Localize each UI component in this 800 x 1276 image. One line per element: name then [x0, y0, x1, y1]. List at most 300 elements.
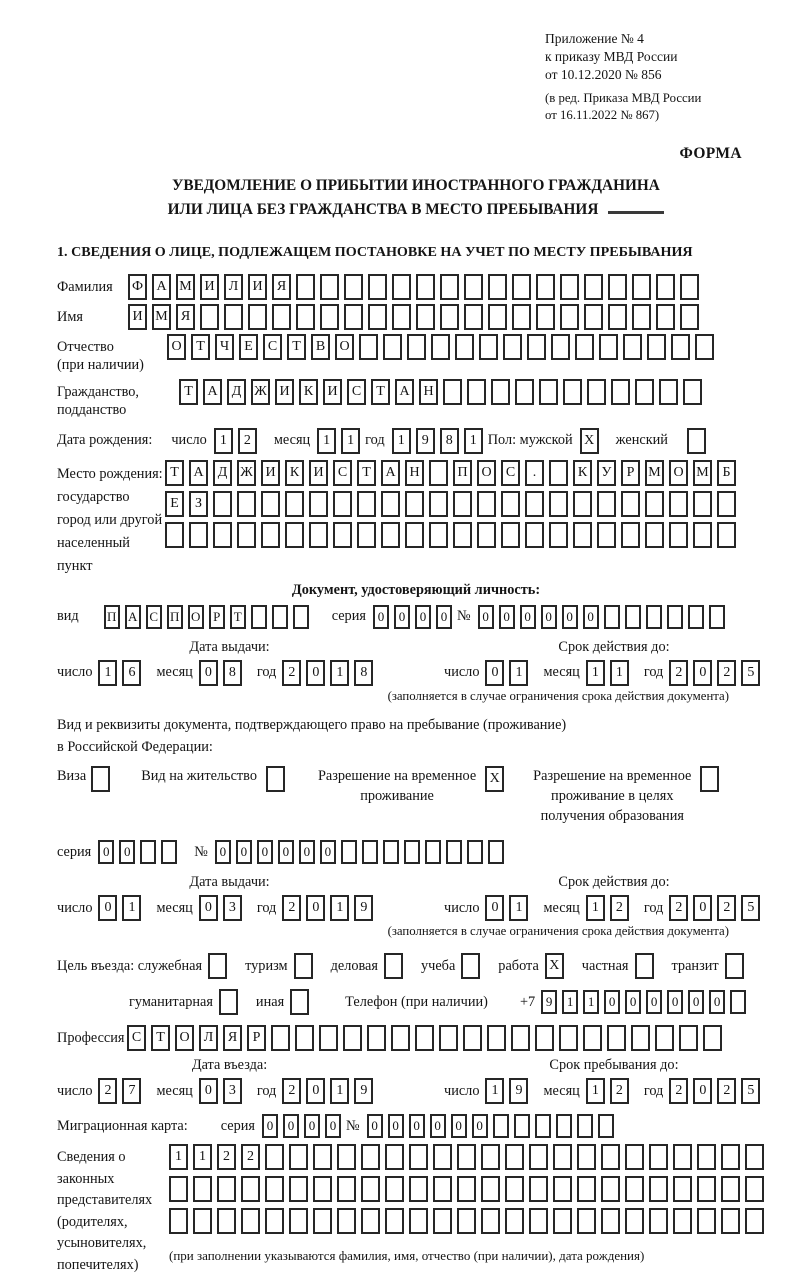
char-cell[interactable] [91, 766, 110, 792]
char-cell[interactable] [296, 274, 315, 300]
char-cell[interactable] [404, 840, 420, 864]
char-cell[interactable]: 0 [98, 840, 114, 864]
char-cell[interactable] [556, 1114, 572, 1138]
char-cell[interactable] [193, 1208, 212, 1234]
char-cell[interactable] [319, 1025, 338, 1051]
char-cell[interactable] [491, 379, 510, 405]
char-cell[interactable]: Д [213, 460, 232, 486]
char-cell[interactable] [368, 274, 387, 300]
char-cell[interactable]: 2 [717, 895, 736, 921]
char-cell[interactable] [697, 1176, 716, 1202]
char-cell[interactable] [357, 491, 376, 517]
char-cell[interactable] [309, 522, 328, 548]
char-cell[interactable]: 0 [306, 660, 325, 686]
char-cell[interactable] [625, 1208, 644, 1234]
char-cell[interactable] [529, 1144, 548, 1170]
char-cell[interactable] [409, 1144, 428, 1170]
char-cell[interactable] [193, 1176, 212, 1202]
char-cell[interactable]: Р [209, 605, 225, 629]
char-cell[interactable]: Е [239, 334, 258, 360]
char-cell[interactable] [337, 1208, 356, 1234]
char-cell[interactable] [745, 1144, 764, 1170]
char-cell[interactable]: 0 [409, 1114, 425, 1138]
char-cell[interactable] [219, 989, 238, 1015]
char-cell[interactable]: Т [179, 379, 198, 405]
char-cell[interactable] [429, 491, 448, 517]
char-cell[interactable]: Н [419, 379, 438, 405]
char-cell[interactable]: 5 [741, 660, 760, 686]
char-cell[interactable]: 0 [485, 895, 504, 921]
char-cell[interactable] [604, 605, 620, 629]
char-cell[interactable]: С [127, 1025, 146, 1051]
char-cell[interactable]: 9 [354, 895, 373, 921]
char-cell[interactable]: 0 [451, 1114, 467, 1138]
char-cell[interactable] [560, 274, 579, 300]
char-cell[interactable]: О [477, 460, 496, 486]
char-cell[interactable]: С [333, 460, 352, 486]
char-cell[interactable] [477, 522, 496, 548]
char-cell[interactable]: 0 [299, 840, 315, 864]
char-cell[interactable]: 2 [241, 1144, 260, 1170]
char-cell[interactable] [527, 334, 546, 360]
char-cell[interactable]: С [263, 334, 282, 360]
char-cell[interactable] [237, 491, 256, 517]
char-cell[interactable] [455, 334, 474, 360]
char-cell[interactable] [667, 605, 683, 629]
char-cell[interactable]: 0 [388, 1114, 404, 1138]
char-cell[interactable]: У [597, 460, 616, 486]
char-cell[interactable] [457, 1176, 476, 1202]
char-cell[interactable] [362, 840, 378, 864]
char-cell[interactable] [721, 1208, 740, 1234]
char-cell[interactable] [266, 766, 285, 792]
char-cell[interactable]: 2 [717, 1078, 736, 1104]
char-cell[interactable] [697, 1144, 716, 1170]
char-cell[interactable]: 0 [199, 1078, 218, 1104]
char-cell[interactable]: X [545, 953, 564, 979]
char-cell[interactable] [560, 304, 579, 330]
char-cell[interactable] [217, 1208, 236, 1234]
char-cell[interactable]: X [580, 428, 599, 454]
char-cell[interactable]: Б [717, 460, 736, 486]
char-cell[interactable] [635, 953, 654, 979]
char-cell[interactable]: 3 [223, 1078, 242, 1104]
char-cell[interactable] [481, 1208, 500, 1234]
char-cell[interactable]: 0 [667, 990, 683, 1014]
char-cell[interactable] [625, 1176, 644, 1202]
char-cell[interactable] [529, 1176, 548, 1202]
char-cell[interactable] [429, 522, 448, 548]
char-cell[interactable]: 1 [341, 428, 360, 454]
char-cell[interactable] [601, 1176, 620, 1202]
char-cell[interactable] [361, 1208, 380, 1234]
char-cell[interactable] [248, 304, 267, 330]
char-cell[interactable] [725, 953, 744, 979]
char-cell[interactable] [598, 1114, 614, 1138]
char-cell[interactable]: 1 [509, 895, 528, 921]
char-cell[interactable]: М [693, 460, 712, 486]
char-cell[interactable] [443, 379, 462, 405]
char-cell[interactable] [488, 840, 504, 864]
char-cell[interactable] [392, 274, 411, 300]
char-cell[interactable] [385, 1176, 404, 1202]
char-cell[interactable]: 2 [717, 660, 736, 686]
char-cell[interactable] [320, 274, 339, 300]
char-cell[interactable]: Т [371, 379, 390, 405]
char-cell[interactable]: 0 [485, 660, 504, 686]
char-cell[interactable] [573, 522, 592, 548]
char-cell[interactable] [383, 334, 402, 360]
char-cell[interactable]: А [203, 379, 222, 405]
char-cell[interactable] [647, 334, 666, 360]
char-cell[interactable] [368, 304, 387, 330]
char-cell[interactable] [407, 334, 426, 360]
char-cell[interactable]: Р [247, 1025, 266, 1051]
char-cell[interactable] [416, 304, 435, 330]
char-cell[interactable]: Ч [215, 334, 234, 360]
char-cell[interactable] [559, 1025, 578, 1051]
char-cell[interactable] [683, 379, 702, 405]
char-cell[interactable] [597, 491, 616, 517]
char-cell[interactable]: 1 [330, 895, 349, 921]
char-cell[interactable]: 1 [586, 1078, 605, 1104]
char-cell[interactable] [695, 334, 714, 360]
char-cell[interactable] [333, 522, 352, 548]
char-cell[interactable]: С [501, 460, 520, 486]
char-cell[interactable] [415, 1025, 434, 1051]
char-cell[interactable] [457, 1208, 476, 1234]
char-cell[interactable] [357, 522, 376, 548]
char-cell[interactable] [313, 1208, 332, 1234]
char-cell[interactable] [515, 379, 534, 405]
char-cell[interactable]: А [381, 460, 400, 486]
char-cell[interactable] [529, 1208, 548, 1234]
char-cell[interactable]: 1 [193, 1144, 212, 1170]
char-cell[interactable]: X [485, 766, 504, 792]
char-cell[interactable] [625, 1144, 644, 1170]
char-cell[interactable] [296, 304, 315, 330]
char-cell[interactable]: 0 [541, 605, 557, 629]
char-cell[interactable]: Ж [251, 379, 270, 405]
char-cell[interactable] [671, 334, 690, 360]
char-cell[interactable] [525, 522, 544, 548]
char-cell[interactable]: 0 [283, 1114, 299, 1138]
char-cell[interactable]: 1 [509, 660, 528, 686]
char-cell[interactable]: И [248, 274, 267, 300]
char-cell[interactable] [611, 379, 630, 405]
char-cell[interactable]: О [335, 334, 354, 360]
char-cell[interactable]: А [189, 460, 208, 486]
char-cell[interactable]: Ф [128, 274, 147, 300]
char-cell[interactable] [169, 1208, 188, 1234]
char-cell[interactable] [673, 1144, 692, 1170]
char-cell[interactable] [535, 1114, 551, 1138]
char-cell[interactable] [632, 274, 651, 300]
char-cell[interactable]: 2 [610, 1078, 629, 1104]
char-cell[interactable] [669, 491, 688, 517]
char-cell[interactable]: 2 [669, 660, 688, 686]
char-cell[interactable] [344, 304, 363, 330]
char-cell[interactable]: 2 [98, 1078, 117, 1104]
char-cell[interactable] [501, 491, 520, 517]
char-cell[interactable] [584, 274, 603, 300]
char-cell[interactable]: К [299, 379, 318, 405]
char-cell[interactable] [632, 304, 651, 330]
char-cell[interactable]: А [395, 379, 414, 405]
char-cell[interactable]: 1 [122, 895, 141, 921]
char-cell[interactable] [649, 1208, 668, 1234]
char-cell[interactable]: Е [165, 491, 184, 517]
char-cell[interactable] [700, 766, 719, 792]
char-cell[interactable]: 0 [693, 895, 712, 921]
char-cell[interactable]: И [309, 460, 328, 486]
char-cell[interactable] [659, 379, 678, 405]
char-cell[interactable] [488, 274, 507, 300]
char-cell[interactable] [217, 1176, 236, 1202]
char-cell[interactable] [646, 605, 662, 629]
char-cell[interactable]: 0 [583, 605, 599, 629]
char-cell[interactable]: 0 [436, 605, 452, 629]
char-cell[interactable]: 5 [741, 895, 760, 921]
char-cell[interactable]: И [261, 460, 280, 486]
char-cell[interactable]: Т [191, 334, 210, 360]
char-cell[interactable]: Т [230, 605, 246, 629]
char-cell[interactable] [623, 334, 642, 360]
char-cell[interactable]: 0 [367, 1114, 383, 1138]
char-cell[interactable] [241, 1176, 260, 1202]
char-cell[interactable]: П [167, 605, 183, 629]
char-cell[interactable]: К [573, 460, 592, 486]
char-cell[interactable] [313, 1176, 332, 1202]
char-cell[interactable] [453, 491, 472, 517]
char-cell[interactable]: И [200, 274, 219, 300]
char-cell[interactable] [656, 304, 675, 330]
char-cell[interactable]: 0 [709, 990, 725, 1014]
char-cell[interactable]: 0 [693, 660, 712, 686]
char-cell[interactable] [285, 522, 304, 548]
char-cell[interactable] [680, 274, 699, 300]
char-cell[interactable] [313, 1144, 332, 1170]
char-cell[interactable] [549, 522, 568, 548]
char-cell[interactable] [645, 522, 664, 548]
char-cell[interactable] [405, 522, 424, 548]
char-cell[interactable] [213, 491, 232, 517]
char-cell[interactable] [320, 304, 339, 330]
char-cell[interactable] [608, 304, 627, 330]
char-cell[interactable]: 0 [98, 895, 117, 921]
char-cell[interactable]: 1 [392, 428, 411, 454]
char-cell[interactable] [433, 1176, 452, 1202]
char-cell[interactable] [295, 1025, 314, 1051]
char-cell[interactable]: 2 [238, 428, 257, 454]
char-cell[interactable]: 0 [236, 840, 252, 864]
char-cell[interactable]: К [285, 460, 304, 486]
char-cell[interactable]: 0 [262, 1114, 278, 1138]
char-cell[interactable] [405, 491, 424, 517]
char-cell[interactable] [717, 491, 736, 517]
char-cell[interactable] [631, 1025, 650, 1051]
char-cell[interactable]: 2 [282, 895, 301, 921]
char-cell[interactable] [391, 1025, 410, 1051]
char-cell[interactable] [535, 1025, 554, 1051]
char-cell[interactable]: 0 [199, 660, 218, 686]
char-cell[interactable] [551, 334, 570, 360]
char-cell[interactable]: П [453, 460, 472, 486]
char-cell[interactable] [730, 990, 746, 1014]
char-cell[interactable] [512, 274, 531, 300]
char-cell[interactable] [431, 334, 450, 360]
char-cell[interactable] [505, 1144, 524, 1170]
char-cell[interactable] [446, 840, 462, 864]
char-cell[interactable]: 1 [214, 428, 233, 454]
char-cell[interactable] [293, 605, 309, 629]
char-cell[interactable]: Я [176, 304, 195, 330]
char-cell[interactable] [577, 1144, 596, 1170]
char-cell[interactable] [553, 1176, 572, 1202]
char-cell[interactable] [745, 1208, 764, 1234]
char-cell[interactable] [553, 1208, 572, 1234]
char-cell[interactable]: 0 [257, 840, 273, 864]
char-cell[interactable] [549, 491, 568, 517]
char-cell[interactable] [587, 379, 606, 405]
char-cell[interactable] [584, 304, 603, 330]
char-cell[interactable] [361, 1176, 380, 1202]
char-cell[interactable] [539, 379, 558, 405]
char-cell[interactable] [514, 1114, 530, 1138]
char-cell[interactable] [599, 334, 618, 360]
char-cell[interactable] [272, 304, 291, 330]
char-cell[interactable] [165, 522, 184, 548]
char-cell[interactable]: Д [227, 379, 246, 405]
char-cell[interactable] [409, 1176, 428, 1202]
char-cell[interactable]: Т [165, 460, 184, 486]
char-cell[interactable] [488, 304, 507, 330]
char-cell[interactable]: Н [405, 460, 424, 486]
char-cell[interactable]: 0 [199, 895, 218, 921]
char-cell[interactable] [333, 491, 352, 517]
char-cell[interactable] [649, 1144, 668, 1170]
char-cell[interactable]: 9 [416, 428, 435, 454]
char-cell[interactable] [505, 1208, 524, 1234]
char-cell[interactable] [608, 274, 627, 300]
char-cell[interactable] [481, 1176, 500, 1202]
char-cell[interactable] [477, 491, 496, 517]
char-cell[interactable]: 7 [122, 1078, 141, 1104]
char-cell[interactable]: 0 [215, 840, 231, 864]
char-cell[interactable]: Я [223, 1025, 242, 1051]
char-cell[interactable] [261, 491, 280, 517]
char-cell[interactable] [721, 1144, 740, 1170]
char-cell[interactable] [464, 274, 483, 300]
char-cell[interactable] [425, 840, 441, 864]
char-cell[interactable] [289, 1144, 308, 1170]
char-cell[interactable]: И [275, 379, 294, 405]
char-cell[interactable] [271, 1025, 290, 1051]
char-cell[interactable] [493, 1114, 509, 1138]
char-cell[interactable]: 0 [394, 605, 410, 629]
char-cell[interactable] [635, 379, 654, 405]
char-cell[interactable] [501, 522, 520, 548]
char-cell[interactable]: 0 [562, 605, 578, 629]
char-cell[interactable] [467, 840, 483, 864]
char-cell[interactable]: М [645, 460, 664, 486]
char-cell[interactable]: 2 [669, 895, 688, 921]
char-cell[interactable]: 0 [472, 1114, 488, 1138]
char-cell[interactable] [575, 334, 594, 360]
char-cell[interactable] [384, 953, 403, 979]
char-cell[interactable] [601, 1208, 620, 1234]
char-cell[interactable]: 1 [464, 428, 483, 454]
char-cell[interactable] [656, 274, 675, 300]
char-cell[interactable]: 0 [499, 605, 515, 629]
char-cell[interactable]: 0 [306, 1078, 325, 1104]
char-cell[interactable]: 9 [509, 1078, 528, 1104]
char-cell[interactable]: 1 [562, 990, 578, 1014]
char-cell[interactable] [440, 304, 459, 330]
char-cell[interactable]: Л [224, 274, 243, 300]
char-cell[interactable]: 0 [688, 990, 704, 1014]
char-cell[interactable] [289, 1208, 308, 1234]
char-cell[interactable] [385, 1208, 404, 1234]
char-cell[interactable]: М [152, 304, 171, 330]
char-cell[interactable] [503, 334, 522, 360]
char-cell[interactable]: О [669, 460, 688, 486]
char-cell[interactable] [343, 1025, 362, 1051]
char-cell[interactable]: О [188, 605, 204, 629]
char-cell[interactable] [467, 379, 486, 405]
char-cell[interactable] [645, 491, 664, 517]
char-cell[interactable]: 0 [278, 840, 294, 864]
char-cell[interactable] [655, 1025, 674, 1051]
char-cell[interactable]: А [125, 605, 141, 629]
char-cell[interactable] [344, 274, 363, 300]
char-cell[interactable]: 0 [306, 895, 325, 921]
char-cell[interactable] [409, 1208, 428, 1234]
char-cell[interactable] [433, 1208, 452, 1234]
char-cell[interactable] [337, 1176, 356, 1202]
char-cell[interactable] [367, 1025, 386, 1051]
char-cell[interactable] [359, 334, 378, 360]
char-cell[interactable]: 0 [304, 1114, 320, 1138]
char-cell[interactable]: 2 [217, 1144, 236, 1170]
char-cell[interactable]: П [104, 605, 120, 629]
char-cell[interactable] [717, 522, 736, 548]
char-cell[interactable] [453, 522, 472, 548]
char-cell[interactable]: 0 [119, 840, 135, 864]
char-cell[interactable]: . [525, 460, 544, 486]
char-cell[interactable] [381, 491, 400, 517]
char-cell[interactable] [463, 1025, 482, 1051]
char-cell[interactable] [621, 522, 640, 548]
char-cell[interactable] [512, 304, 531, 330]
char-cell[interactable] [601, 1144, 620, 1170]
char-cell[interactable] [680, 304, 699, 330]
char-cell[interactable] [703, 1025, 722, 1051]
char-cell[interactable]: Т [357, 460, 376, 486]
char-cell[interactable]: 8 [440, 428, 459, 454]
char-cell[interactable] [525, 491, 544, 517]
char-cell[interactable] [261, 522, 280, 548]
char-cell[interactable] [237, 522, 256, 548]
char-cell[interactable]: 1 [169, 1144, 188, 1170]
char-cell[interactable]: 9 [354, 1078, 373, 1104]
char-cell[interactable]: З [189, 491, 208, 517]
char-cell[interactable] [688, 605, 704, 629]
char-cell[interactable]: 6 [122, 660, 141, 686]
char-cell[interactable] [536, 304, 555, 330]
char-cell[interactable] [265, 1144, 284, 1170]
char-cell[interactable]: 0 [646, 990, 662, 1014]
